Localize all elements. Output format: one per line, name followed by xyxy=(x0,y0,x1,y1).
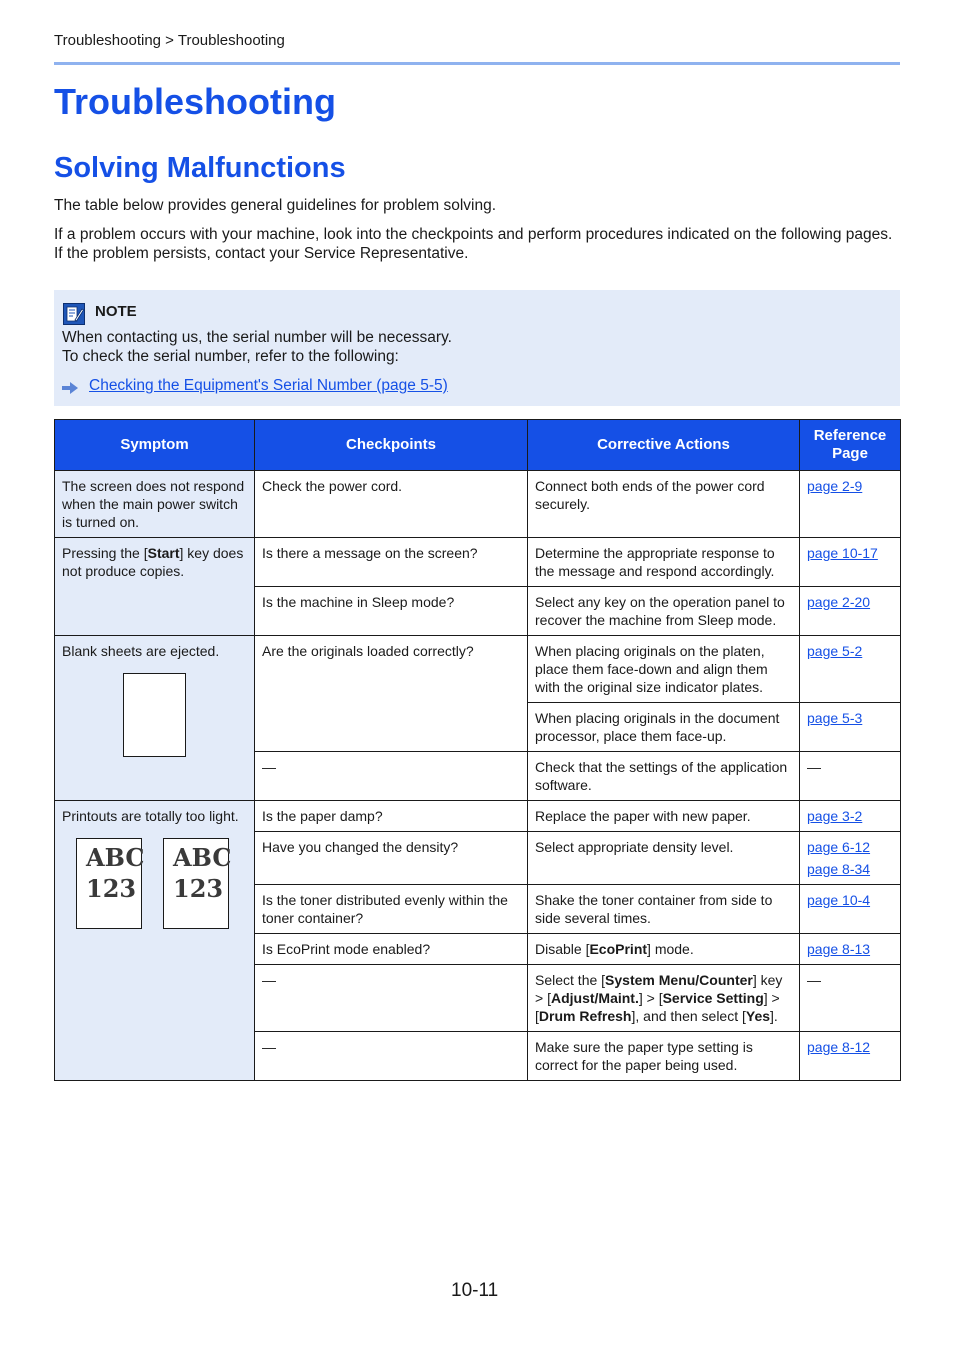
troubleshooting-table xyxy=(54,419,901,1081)
action-cell: When placing originals in the document processor, place them face-up. xyxy=(528,703,800,752)
header-divider xyxy=(54,62,900,65)
reference-link[interactable]: page 5-3 xyxy=(807,710,863,726)
note-box xyxy=(54,290,900,406)
page-title: Troubleshooting xyxy=(54,81,336,122)
action-text: ] mode. xyxy=(647,941,694,957)
reference-cell xyxy=(800,538,901,587)
reference-link[interactable]: page 5-2 xyxy=(807,643,863,659)
symptom-text: Blank sheets are ejected. xyxy=(62,643,220,659)
note-line: When contacting us, the serial number will be necessary. xyxy=(62,329,452,346)
header-symptom: Symptom xyxy=(55,420,255,471)
breadcrumb: Troubleshooting > Troubleshooting xyxy=(54,32,285,49)
print-sample xyxy=(163,838,232,929)
note-text xyxy=(62,328,452,366)
symptom-text: Printouts are totally too light. xyxy=(62,808,239,824)
action-cell: Select any key on the operation panel to recover the machine from Sleep mode. xyxy=(528,587,800,636)
intro-paragraph: The table below provides general guidelines for problem solving. xyxy=(54,197,497,214)
table-row xyxy=(55,471,901,538)
action-cell xyxy=(528,934,800,965)
action-cell: Select appropriate density level. xyxy=(528,832,800,885)
print-sample-numbers: 123 xyxy=(86,874,137,903)
checkpoint-cell: Check the power cord. xyxy=(255,471,528,538)
reference-cell xyxy=(800,636,901,703)
table-row xyxy=(55,636,901,703)
arrow-right-icon xyxy=(62,382,78,394)
action-cell: Check that the settings of the application software. xyxy=(528,752,800,801)
action-text: ] key > [ xyxy=(535,972,783,1006)
checkpoint-cell: Have you changed the density? xyxy=(255,832,528,885)
reference-cell xyxy=(800,1032,901,1081)
adjust-maint-label: Adjust/Maint. xyxy=(550,990,639,1006)
serial-number-link[interactable]: Checking the Equipment's Serial Number (page 5-5) xyxy=(89,377,448,394)
reference-link[interactable]: page 2-20 xyxy=(807,594,871,610)
reference-link[interactable]: page 3-2 xyxy=(807,808,863,824)
note-icon xyxy=(63,303,85,325)
ecoprint-label: EcoPrint xyxy=(589,941,648,957)
checkpoint-cell: Is the toner distributed evenly within the toner container? xyxy=(255,885,528,934)
action-text: ] > [ xyxy=(638,990,663,1006)
action-cell: Replace the paper with new paper. xyxy=(528,801,800,832)
system-menu-label: System Menu/Counter xyxy=(605,972,753,988)
action-text: ]. xyxy=(770,1008,778,1024)
note-line: To check the serial number, refer to the following: xyxy=(62,348,399,365)
reference-cell xyxy=(800,471,901,538)
blank-sheet-illustration xyxy=(123,673,186,757)
header-corrective-actions: Corrective Actions xyxy=(528,420,800,471)
action-cell: When placing originals on the platen, place them face-down and align them with the original size indicator plates. xyxy=(528,636,800,703)
action-cell: Shake the toner container from side to side several times. xyxy=(528,885,800,934)
checkpoint-cell: Is the paper damp? xyxy=(255,801,528,832)
reference-cell xyxy=(800,832,901,885)
header-checkpoints: Checkpoints xyxy=(255,420,528,471)
symptom-text: Pressing the [ xyxy=(62,545,148,561)
symptom-cell xyxy=(55,636,255,801)
print-sample-numbers: 123 xyxy=(173,874,224,903)
print-sample xyxy=(76,838,145,929)
drum-refresh-label: Drum Refresh xyxy=(538,1008,632,1024)
symptom-cell xyxy=(55,538,255,636)
section-title: Solving Malfunctions xyxy=(54,152,346,184)
checkpoint-cell: — xyxy=(255,752,528,801)
reference-link[interactable]: page 2-9 xyxy=(807,478,863,494)
action-cell: Connect both ends of the power cord securely. xyxy=(528,471,800,538)
reference-link[interactable]: page 8-12 xyxy=(807,1039,871,1055)
checkpoint-cell: Is the machine in Sleep mode? xyxy=(255,587,528,636)
reference-cell xyxy=(800,587,901,636)
checkpoint-cell: Are the originals loaded correctly? xyxy=(255,636,528,752)
service-setting-label: Service Setting xyxy=(662,990,764,1006)
header-reference-page: Reference Page xyxy=(800,420,901,471)
action-cell xyxy=(528,965,800,1032)
start-key-label: Start xyxy=(147,545,180,561)
table-row xyxy=(55,538,901,587)
table-header-row xyxy=(55,420,901,471)
print-sample-letters: ABC xyxy=(86,843,145,872)
table-row xyxy=(55,801,901,832)
reference-link[interactable]: page 10-4 xyxy=(807,892,871,908)
symptom-text: ] key does not produce copies. xyxy=(62,545,244,579)
reference-cell xyxy=(800,801,901,832)
light-print-illustration xyxy=(76,838,247,929)
reference-link[interactable]: page 6-12 xyxy=(807,839,871,855)
note-label: NOTE xyxy=(95,303,137,320)
reference-cell: — xyxy=(800,965,901,1032)
checkpoint-cell: Is there a message on the screen? xyxy=(255,538,528,587)
reference-cell xyxy=(800,703,901,752)
symptom-cell xyxy=(55,801,255,1081)
symptom-cell: The screen does not respond when the main power switch is turned on. xyxy=(55,471,255,538)
reference-cell xyxy=(800,885,901,934)
page-number: 10-11 xyxy=(451,1280,499,1301)
action-cell: Make sure the paper type setting is correct for the paper being used. xyxy=(528,1032,800,1081)
reference-link[interactable]: page 8-34 xyxy=(807,861,871,877)
reference-link[interactable]: page 10-17 xyxy=(807,545,878,561)
action-text: Disable [ xyxy=(535,941,590,957)
action-text: Select the [ xyxy=(535,972,606,988)
checkpoint-cell: Is EcoPrint mode enabled? xyxy=(255,934,528,965)
action-text: ], and then select [ xyxy=(631,1008,746,1024)
action-text: ] > [ xyxy=(535,990,780,1024)
yes-label: Yes xyxy=(745,1008,771,1024)
checkpoint-cell: — xyxy=(255,965,528,1032)
reference-cell xyxy=(800,934,901,965)
checkpoint-cell: — xyxy=(255,1032,528,1081)
intro-paragraph: If a problem occurs with your machine, look into the checkpoints and perform procedures indicated on the following pages. If the problem persists, contact your Service Representative. xyxy=(54,226,893,262)
print-sample-letters: ABC xyxy=(173,843,232,872)
action-cell: Determine the appropriate response to the message and respond accordingly. xyxy=(528,538,800,587)
reference-link[interactable]: page 8-13 xyxy=(807,941,871,957)
reference-cell: — xyxy=(800,752,901,801)
